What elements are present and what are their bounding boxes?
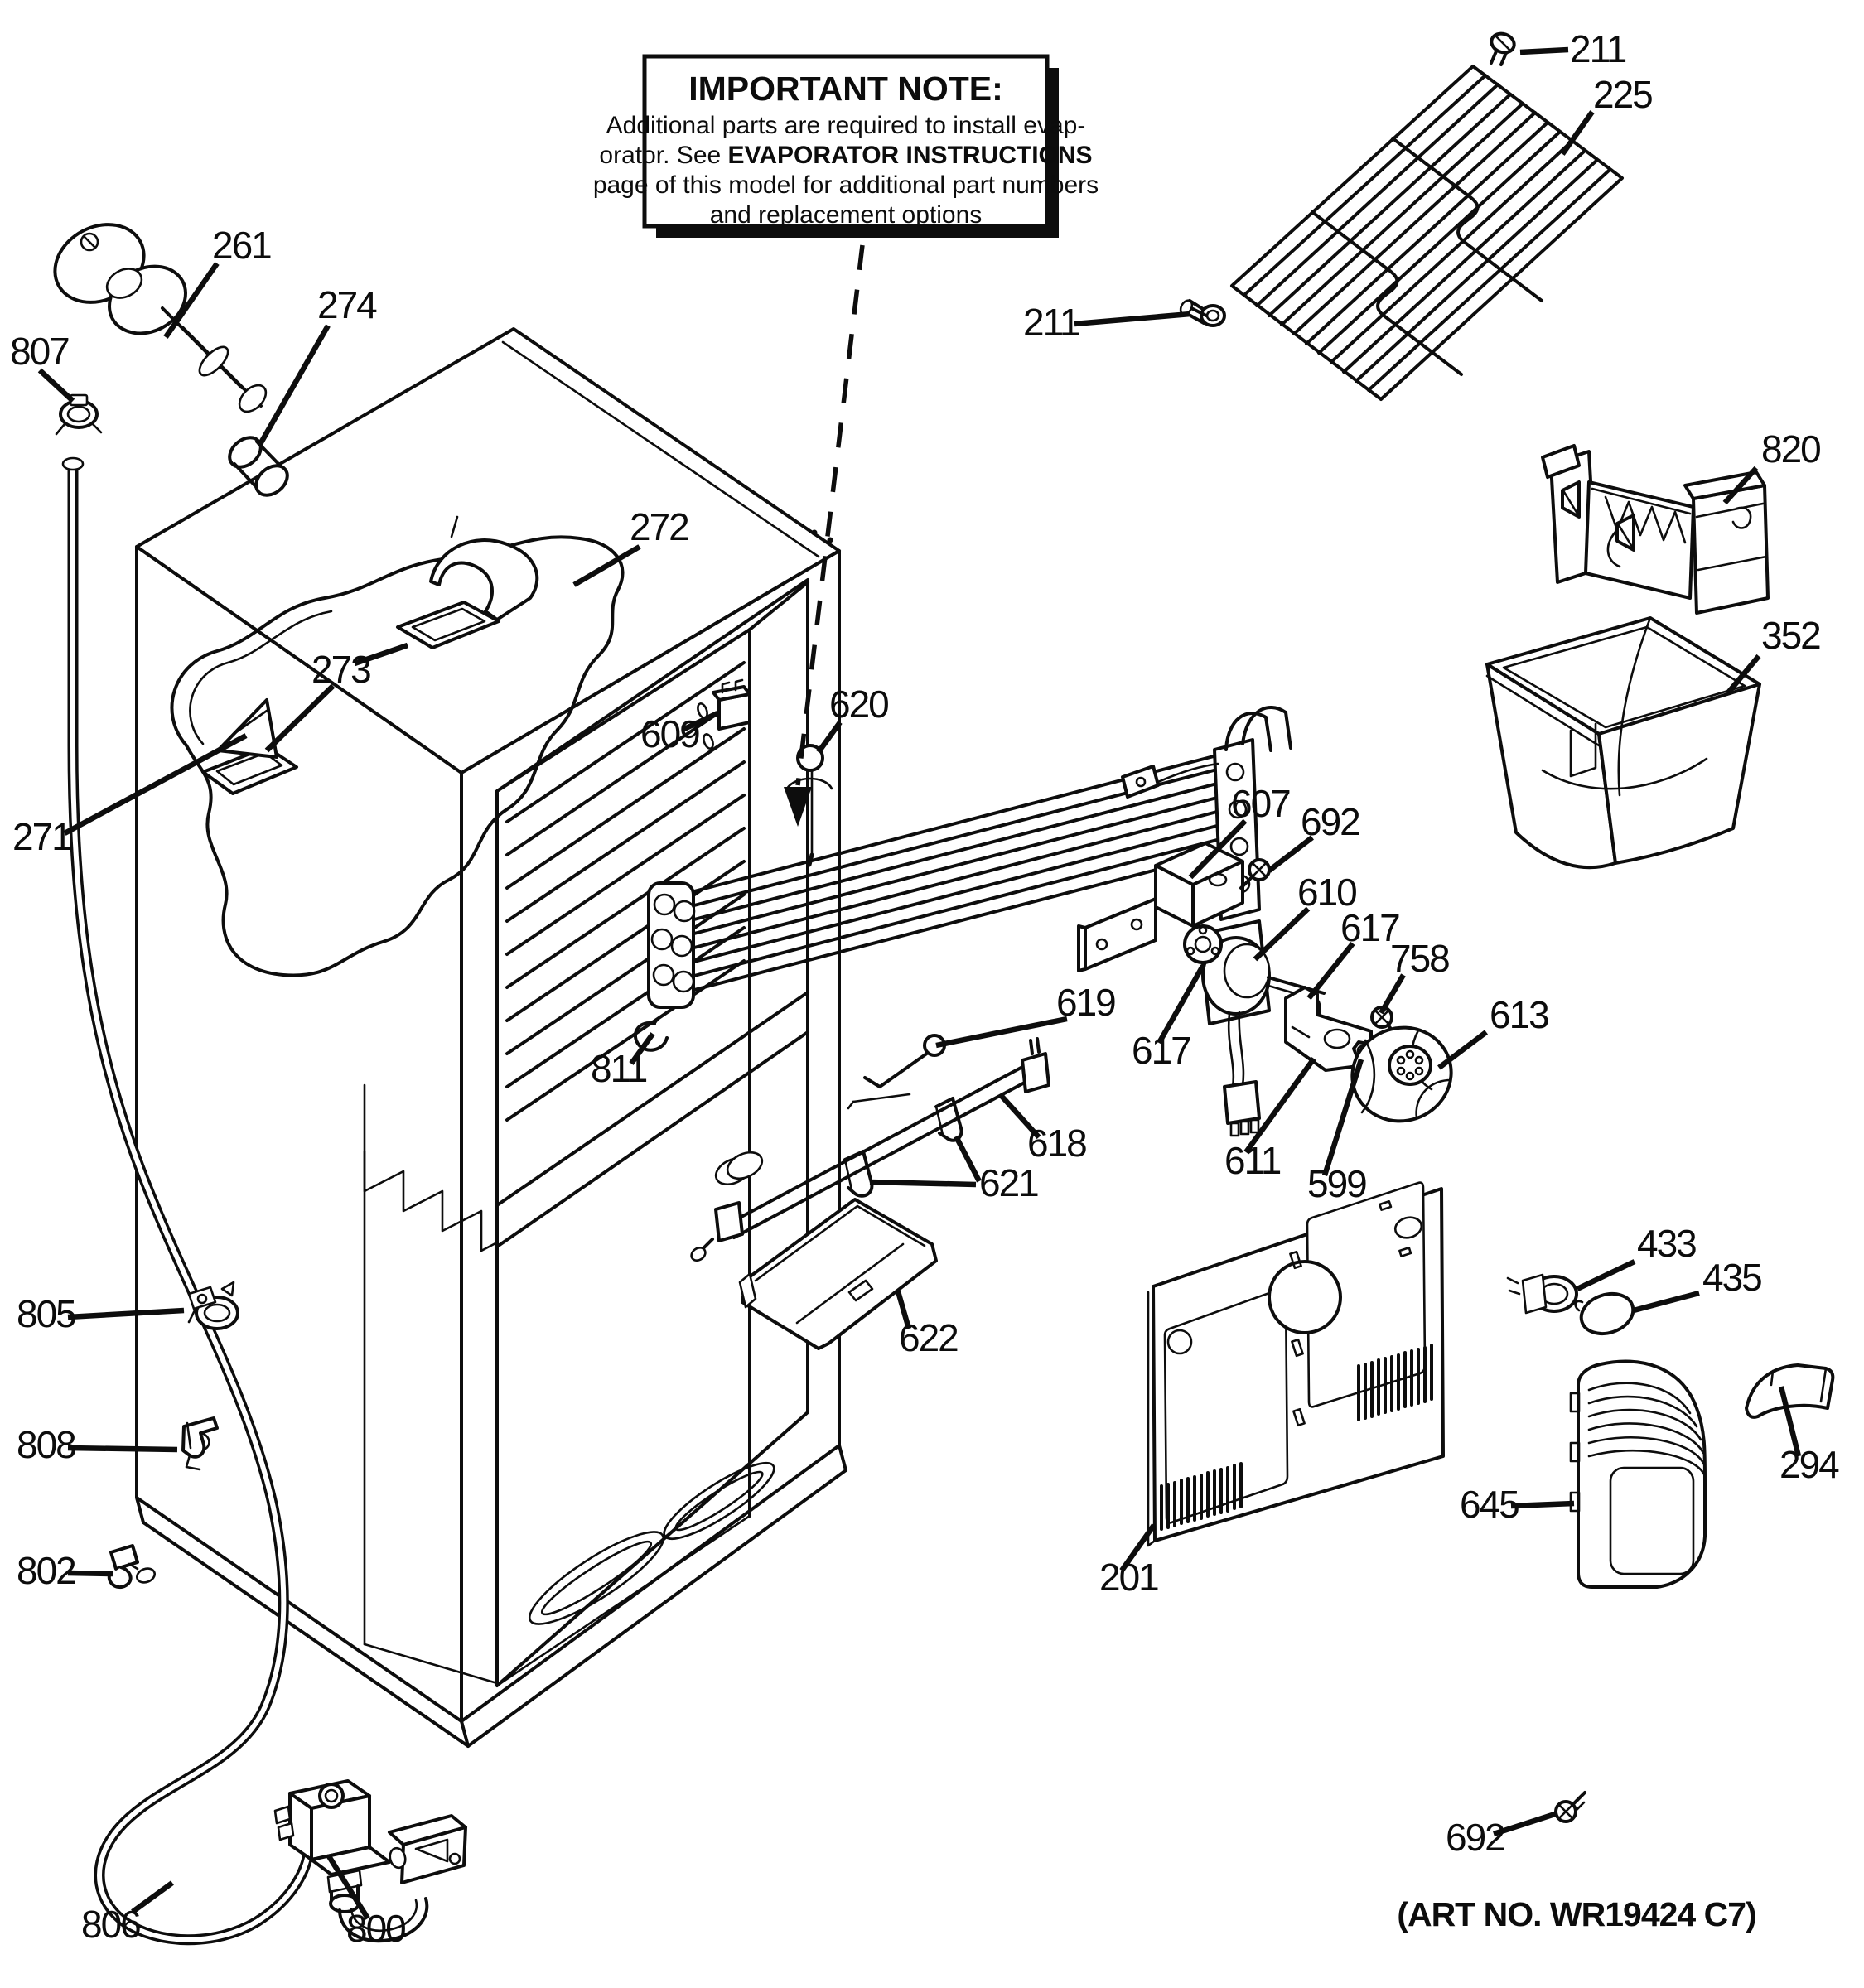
light-assembly-drawing <box>1508 1275 1833 1822</box>
part-label-805: 805 <box>17 1292 75 1335</box>
part-label-802: 802 <box>17 1549 75 1592</box>
part-label-808: 808 <box>17 1423 75 1466</box>
clamp-807-drawing <box>56 395 101 434</box>
part-label-645: 645 <box>1460 1483 1519 1526</box>
part-label-599: 599 <box>1307 1162 1366 1205</box>
clip-802-drawing <box>109 1546 157 1587</box>
back-panel-201-drawing <box>1148 1183 1443 1546</box>
hook-619-drawing <box>848 1035 944 1108</box>
part-label-201: 201 <box>1099 1556 1158 1599</box>
note-line-1: Additional parts are required to install evap- <box>606 112 1086 139</box>
note-line-3: page of this model for additional part numbers <box>592 171 1099 199</box>
part-label-622: 622 <box>899 1316 958 1359</box>
part-label-613: 613 <box>1490 993 1548 1036</box>
part-label-618: 618 <box>1027 1122 1086 1165</box>
part-label-273: 273 <box>311 648 370 691</box>
ice-maker-820-drawing <box>1543 446 1768 613</box>
part-label-352: 352 <box>1761 614 1820 657</box>
part-label-806: 806 <box>81 1903 140 1946</box>
note-line-4: and replacement options <box>709 201 983 229</box>
part-label-271: 271 <box>12 815 71 858</box>
part-label-225: 225 <box>1593 73 1652 116</box>
part-label-692-bottom: 692 <box>1446 1816 1504 1859</box>
part-label-272: 272 <box>630 505 688 548</box>
grommet-617-left-drawing <box>1185 926 1221 963</box>
art-number: (ART NO. WR19424 C7) <box>1397 1895 1756 1933</box>
part-label-692-top: 692 <box>1301 800 1359 843</box>
part-label-607: 607 <box>1231 782 1290 825</box>
part-label-621: 621 <box>979 1161 1038 1204</box>
screw-211-top-drawing <box>1489 31 1517 65</box>
ice-bucket-352-drawing <box>1487 618 1760 867</box>
part-label-433: 433 <box>1637 1222 1696 1265</box>
part-label-620: 620 <box>829 683 888 726</box>
part-label-611: 611 <box>1224 1139 1281 1182</box>
wire-shelf-225-drawing <box>1178 31 1622 399</box>
part-label-294: 294 <box>1779 1443 1838 1486</box>
note-line-2-normal: orator. See <box>599 142 728 169</box>
part-label-758: 758 <box>1390 937 1449 980</box>
part-label-274: 274 <box>317 283 376 326</box>
part-label-261: 261 <box>212 224 271 267</box>
part-label-619: 619 <box>1056 981 1115 1024</box>
fan-assembly-drawing <box>1079 843 1463 1136</box>
part-label-800: 800 <box>346 1907 405 1950</box>
part-label-609: 609 <box>640 712 699 755</box>
part-label-807: 807 <box>10 330 69 373</box>
part-label-610: 610 <box>1297 871 1356 914</box>
lamp-socket-433-drawing <box>1508 1275 1577 1313</box>
note-line-2 <box>599 142 1092 169</box>
note-title: IMPORTANT NOTE: <box>688 70 1003 108</box>
part-label-811: 811 <box>591 1047 647 1090</box>
light-shield-645-drawing <box>1571 1361 1705 1587</box>
part-label-617-left: 617 <box>1132 1029 1190 1072</box>
screw-692-bottom-drawing <box>1556 1793 1585 1822</box>
part-label-211-left: 211 <box>1023 301 1079 344</box>
light-bulb-435-drawing <box>1576 1287 1639 1340</box>
part-label-820: 820 <box>1761 427 1820 470</box>
part-label-435: 435 <box>1702 1256 1761 1299</box>
part-label-211-top: 211 <box>1570 27 1626 70</box>
part-label-617-right: 617 <box>1340 906 1399 949</box>
note-line-2-bold: EVAPORATOR INSTRUCTIONS <box>727 142 1093 169</box>
